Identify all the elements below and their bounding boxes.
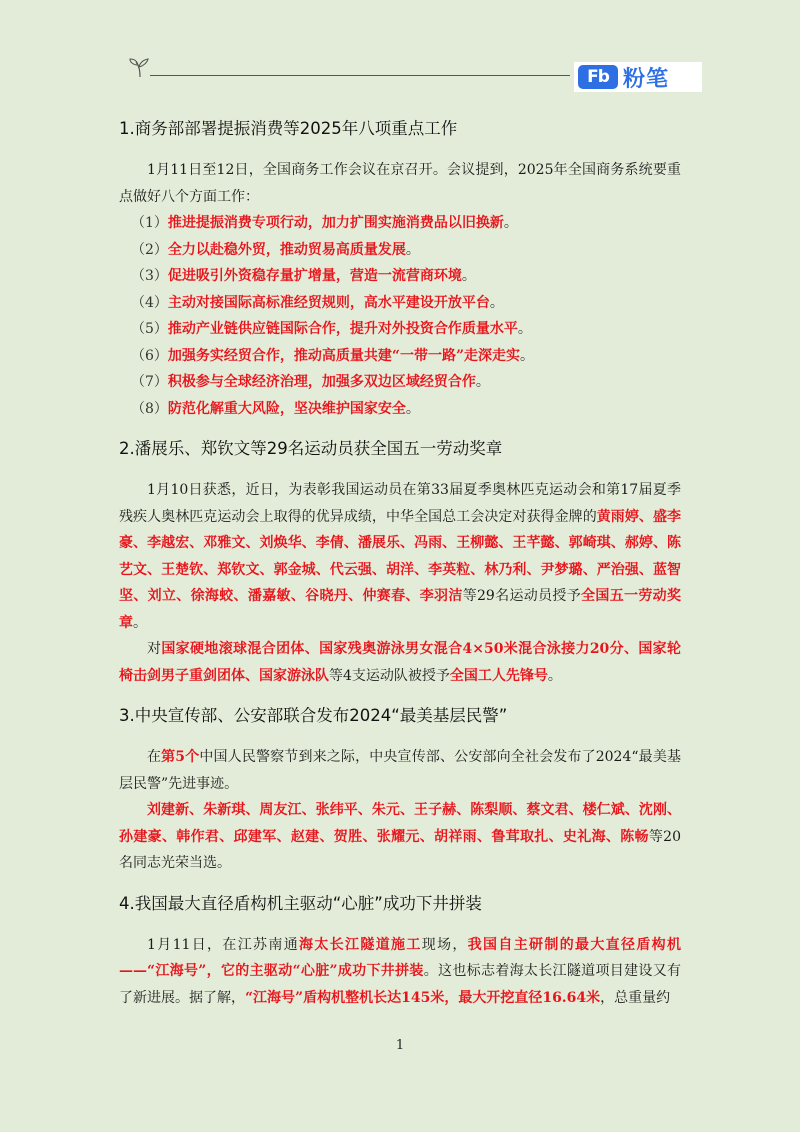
section-3-paragraph-2: 刘建新、朱新琪、周友江、张纬平、朱元、王子赫、陈梨顺、蔡文君、楼仁斌、沈刚、孙建豪、韩作君、邱建军、赵建、贺胜、张耀元、胡祥雨、鲁茸取扎、史礼海、陈畅等20名同志光荣当选。 <box>119 802 681 871</box>
section-1-list <box>119 210 681 422</box>
logo-text: 粉笔 <box>623 66 670 92</box>
page-header <box>0 0 800 110</box>
list-item: （8）防范化解重大风险，坚决维护国家安全。 <box>131 400 420 417</box>
list-item: （2）全力以赴稳外贸，推动贸易高质量发展。 <box>131 241 420 258</box>
list-item: （6）加强务实经贸合作，推动高质量共建“一带一路”走深走实。 <box>131 347 535 364</box>
section-2-paragraph-2: 对国家硬地滚球混合团体、国家残奥游泳男女混合4×50米混合泳接力20分、国家轮椅击剑男子重剑团体、国家游泳队等4支运动队被授予全国工人先锋号。 <box>119 641 682 684</box>
section-1-intro: 1月11日至12日，全国商务工作会议在京召开。会议提到，2025年全国商务系统要重点做好八个方面工作： <box>119 162 681 205</box>
section-4-title: 4.我国最大直径盾构机主驱动“心脏”成功下井拼装 <box>119 893 482 913</box>
section-3-title: 3.中央宣传部、公安部联合发布2024“最美基层民警” <box>119 706 508 725</box>
list-item: （7）积极参与全球经济治理，加强多双边区域经贸合作。 <box>131 374 490 390</box>
section-1-title: 1.商务部部署提振消费等2025年八项重点工作 <box>119 119 458 138</box>
page-number: 1 <box>395 1038 405 1053</box>
list-item: （1）推进提振消费专项行动，加力扩围实施消费品以旧换新。 <box>131 215 518 231</box>
section-2-title: 2.潘展乐、郑钦文等29名运动员获全国五一劳动奖章 <box>119 439 503 458</box>
section-2-paragraph-1: 1月10日获悉，近日，为表彰我国运动员在第33届夏季奥林匹克运动会和第17届夏季残疾人奥林匹克运动会上取得的优异成绩，中华全国总工会决定对获得金牌的黄雨婷、盛李豪、李越宏、邓雅文、刘焕华、李倩、潘展乐、冯雨、王柳懿、王芊懿、郭崎琪、郝婷、陈艺文、王楚钦、郑钦文、郭金城、代云强、胡洋、李英粒、林乃利、尹梦璐、严治强、蓝智坚、刘立、徐海蛟、潘嘉敏、谷晓丹、仲赛春、李羽洁等29名运动员授予全国五一劳动奖章。 <box>119 482 682 631</box>
section-4-paragraph-1: 1月11日，在江苏南通海太长江隧道施工现场，我国自主研制的最大直径盾构机——“江海号”，它的主驱动“心脏”成功下井拼装。这也标志着海太长江隧道项目建设又有了新进展。据了解，“江海号”盾构机整机长达145米，最大开挖直径16.64米，总重量约 <box>119 936 682 1006</box>
brand-logo <box>574 62 702 92</box>
list-item: （4）主动对接国际高标准经贸规则，高水平建设开放平台。 <box>131 294 504 311</box>
header-divider <box>150 75 570 76</box>
logo-mark: Fb <box>578 65 618 89</box>
document-body <box>119 116 681 1011</box>
sprout-icon <box>128 56 152 78</box>
list-item: （3）促进吸引外资稳存量扩增量，营造一流营商环境。 <box>131 268 476 284</box>
list-item: （5）推动产业链供应链国际合作，提升对外投资合作质量水平。 <box>131 321 532 337</box>
section-3-paragraph-1: 在第5个中国人民警察节到来之际，中央宣传部、公安部向全社会发布了2024“最美基层民警”先进事迹。 <box>119 749 681 792</box>
